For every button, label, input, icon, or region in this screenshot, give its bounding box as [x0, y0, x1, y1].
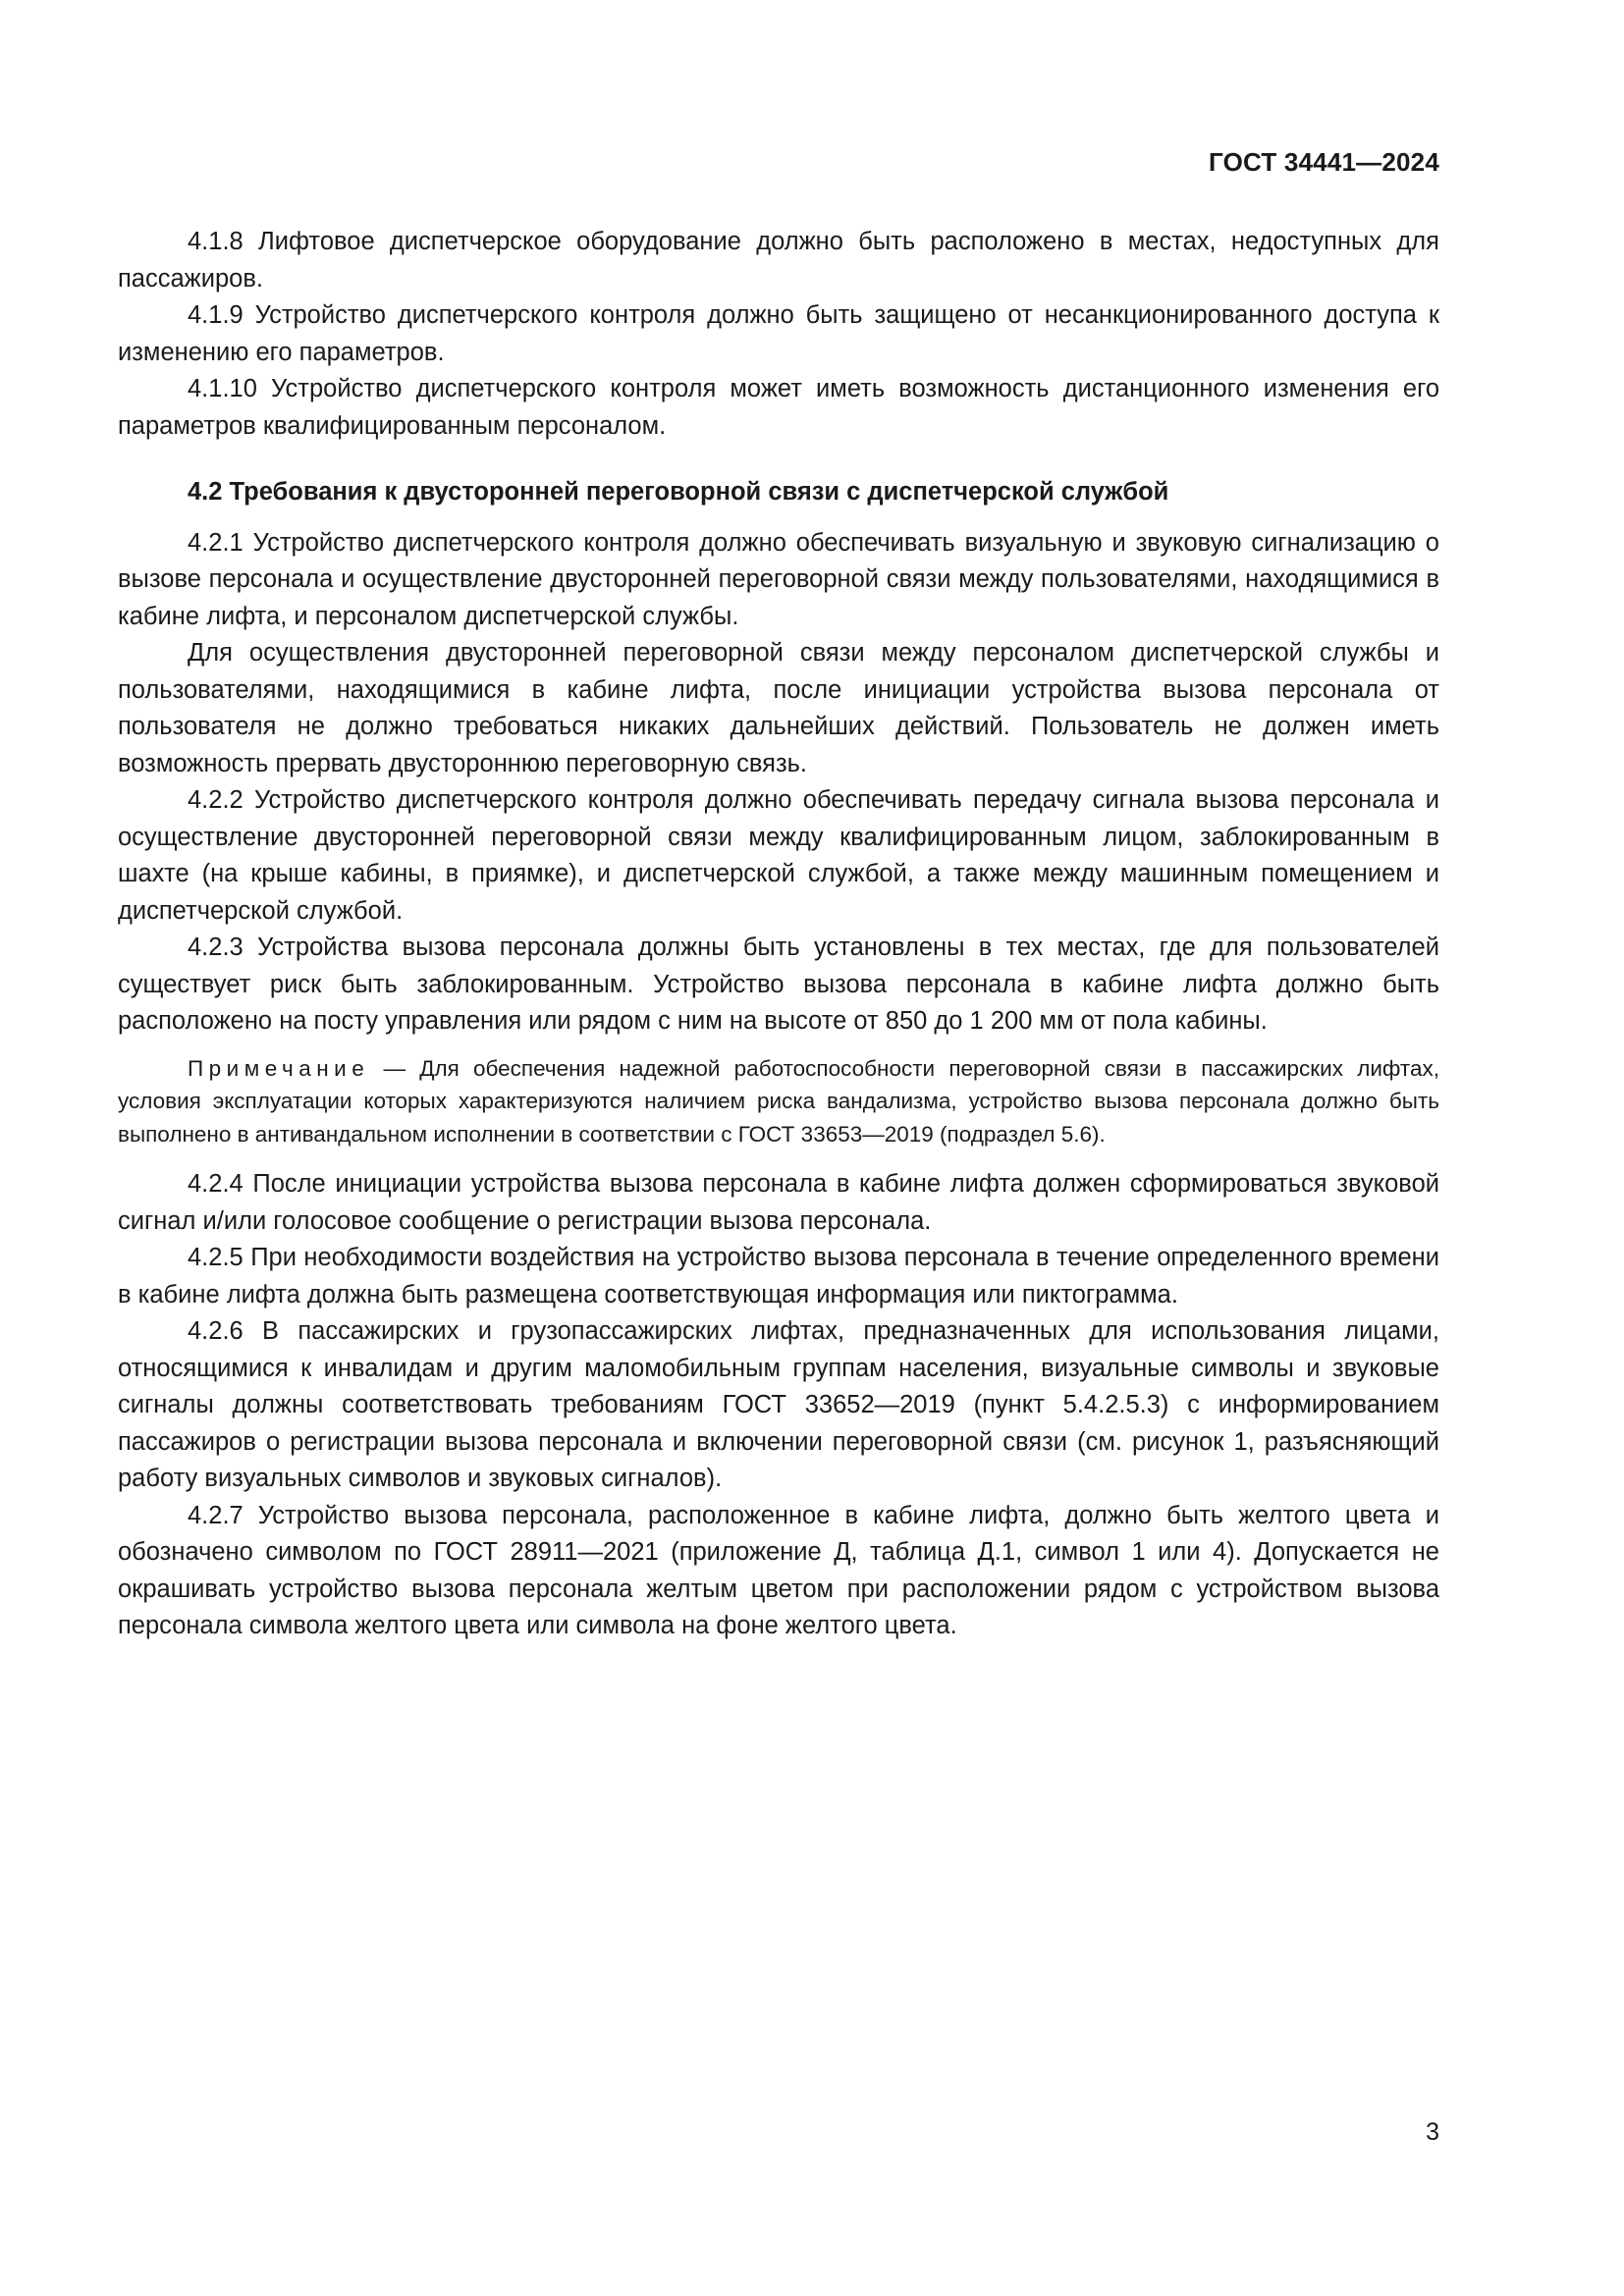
clause-4-1-9: 4.1.9 Устройство диспетчерского контроля должно быть защищено от несанкционированного доступа к изменению его параметров. — [118, 301, 1439, 366]
clause-4-2-1-continuation: Для осуществления двусторонней переговорной связи между персоналом диспетчерской службы и пользователями, находящимися в кабине лифта, после инициации устройства вызова персонала от пользователя не должно требоваться никаких дальнейших действий. Пользователь не должен иметь возможность прервать двустороннюю переговорную связь. — [118, 639, 1439, 777]
clause-4-2-7: 4.2.7 Устройство вызова персонала, расположенное в кабине лифта, должно быть желтого цвета и обозначено символом по ГОСТ 28911—2021 (приложение Д, таблица Д.1, символ 1 или 4). Допускается не окрашивать устройство вызова персонала желтым цветом при расположении рядом с устройством вызова персонала символа желтого цвета или символа на фоне желтого цвета. — [118, 1501, 1439, 1639]
clause-4-2-2: 4.2.2 Устройство диспетчерского контроля должно обеспечивать передачу сигнала вызова персонала и осуществление двусторонней переговорной связи между квалифицированным лицом, заблокированным в шахте (на крыше кабины, в приямке), и диспетчерской службой, а также между машинным помещением и диспетчерской службой. — [118, 786, 1439, 925]
page-body — [118, 224, 1439, 1645]
section-4-2-heading: 4.2 Требования к двусторонней переговорной связи с диспетчерской службой — [188, 478, 1169, 506]
note — [118, 1052, 1439, 1151]
document-designation: ГОСТ 34441—2024 — [1209, 147, 1439, 177]
clause-4-2-5: 4.2.5 При необходимости воздействия на устройство вызова персонала в течение определенного времени в кабине лифта должна быть размещена соответствующая информация или пиктограмма. — [118, 1244, 1439, 1308]
clause-4-2-4: 4.2.4 После инициации устройства вызова персонала в кабине лифта должен сформироваться звуковой сигнал и/или голосовое сообщение о регистрации вызова персонала. — [118, 1170, 1439, 1235]
page-number: 3 — [1426, 2118, 1439, 2146]
clause-4-2-3: 4.2.3 Устройства вызова персонала должны быть установлены в тех местах, где для пользователей существует риск быть заблокированным. Устройство вызова персонала в кабине лифта должно быть расположено на посту управления или рядом с ним на высоте от 850 до 1 200 мм от пола кабины. — [118, 934, 1439, 1035]
clause-4-2-6: 4.2.6 В пассажирских и грузопассажирских лифтах, предназначенных для использования лицами, относящимися к инвалидам и другим маломобильным группам населения, визуальные символы и звуковые сигналы должны соответствовать требованиям ГОСТ 33652—2019 (пункт 5.4.2.5.3) с информированием пассажиров о регистрации вызова персонала и включении переговорной связи (см. рисунок 1, разъясняющий работу визуальных символов и звуковых сигналов). — [118, 1317, 1439, 1492]
note-text: — Для обеспечения надежной работоспособности переговорной связи в пассажирских лифтах, условия эксплуатации которых характеризуются наличием риска вандализма, устройство вызова персонала должно быть выполнено в антивандальном исполнении в соответствии с ГОСТ 33653—2019 (подраздел 5.6). — [118, 1055, 1439, 1147]
clause-4-1-10: 4.1.10 Устройство диспетчерского контроля может иметь возможность дистанционного изменения его параметров квалифицированным персоналом. — [118, 375, 1439, 440]
clause-4-1-8: 4.1.8 Лифтовое диспетчерское оборудование должно быть расположено в местах, недоступных для пассажиров. — [118, 228, 1439, 293]
clause-4-2-1: 4.2.1 Устройство диспетчерского контроля должно обеспечивать визуальную и звуковую сигнализацию о вызове персонала и осуществление двусторонней переговорной связи между пользователями, находящимися в кабине лифта, и персоналом диспетчерской службы. — [118, 528, 1439, 630]
note-label: Примечание — [188, 1055, 370, 1081]
